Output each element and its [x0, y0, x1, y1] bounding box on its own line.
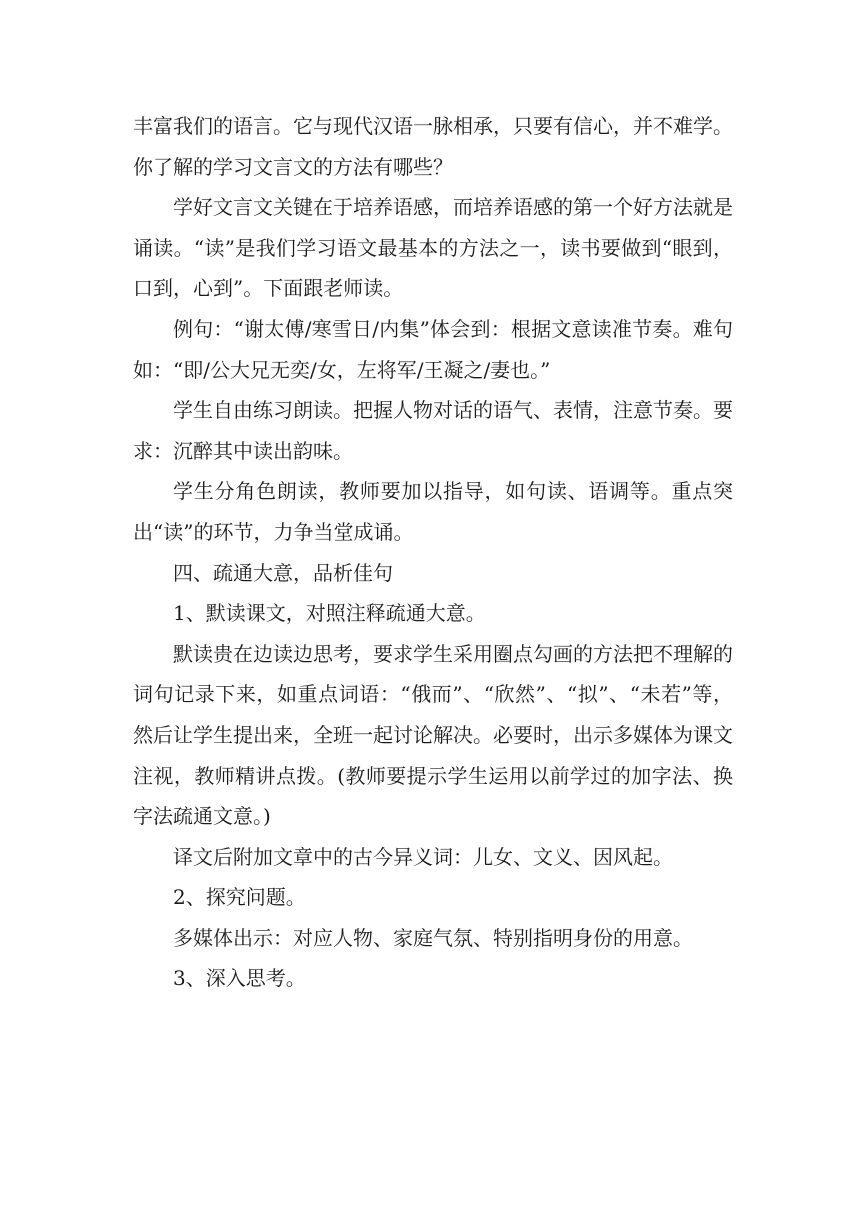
list-item: 2、探究问题。 [173, 885, 306, 910]
paragraph: 丰富我们的语言。它与现代汉语一脉相承，只要有信心，并不难学。你了解的学习文言文的方法有哪些？ [133, 114, 733, 179]
list-item: 3、深入思考。 [173, 966, 306, 991]
document-body [133, 106, 733, 999]
paragraph: 多媒体出示：对应人物、家庭气氛、特别指明身份的用意。 [173, 925, 693, 950]
paragraph: 学生分角色朗读，教师要加以指导，如句读、语调等。重点突出“读”的环节，力争当堂成诵。 [133, 479, 733, 544]
paragraph: 学好文言文关键在于培养语感，而培养语感的第一个好方法就是诵读。“读”是我们学习语文最基本的方法之一，读书要做到“眼到，口到，心到”。下面跟老师读。 [133, 195, 733, 301]
paragraph: 译文后附加文章中的古今异义词：儿女、文义、因风起。 [173, 844, 673, 869]
section-heading: 四、疏通大意，品析佳句 [173, 560, 393, 585]
list-item: 1、默读课文，对照注释疏通大意。 [173, 601, 486, 626]
paragraph: 例句：“谢太傅/寒雪日/内集”体会到：根据文意读准节奏。难句如：“即/公大兄无奕/女，左将军/王凝之/妻也。” [133, 316, 733, 382]
paragraph: 学生自由练习朗读。把握人物对话的语气、表情，注意节奏。要求：沉醉其中读出韵味。 [133, 398, 733, 463]
paragraph: 默读贵在边读边思考，要求学生采用圈点勾画的方法把不理解的词句记录下来，如重点词语：“俄而”、“欣然”、“拟”、“未若”等，然后让学生提出来，全班一起讨论解决。必要时，出示多媒体为课文注视，教师精讲点拨。(教师要提示学生运用以前学过的加字法、换字法疏通文意。) [133, 641, 733, 829]
